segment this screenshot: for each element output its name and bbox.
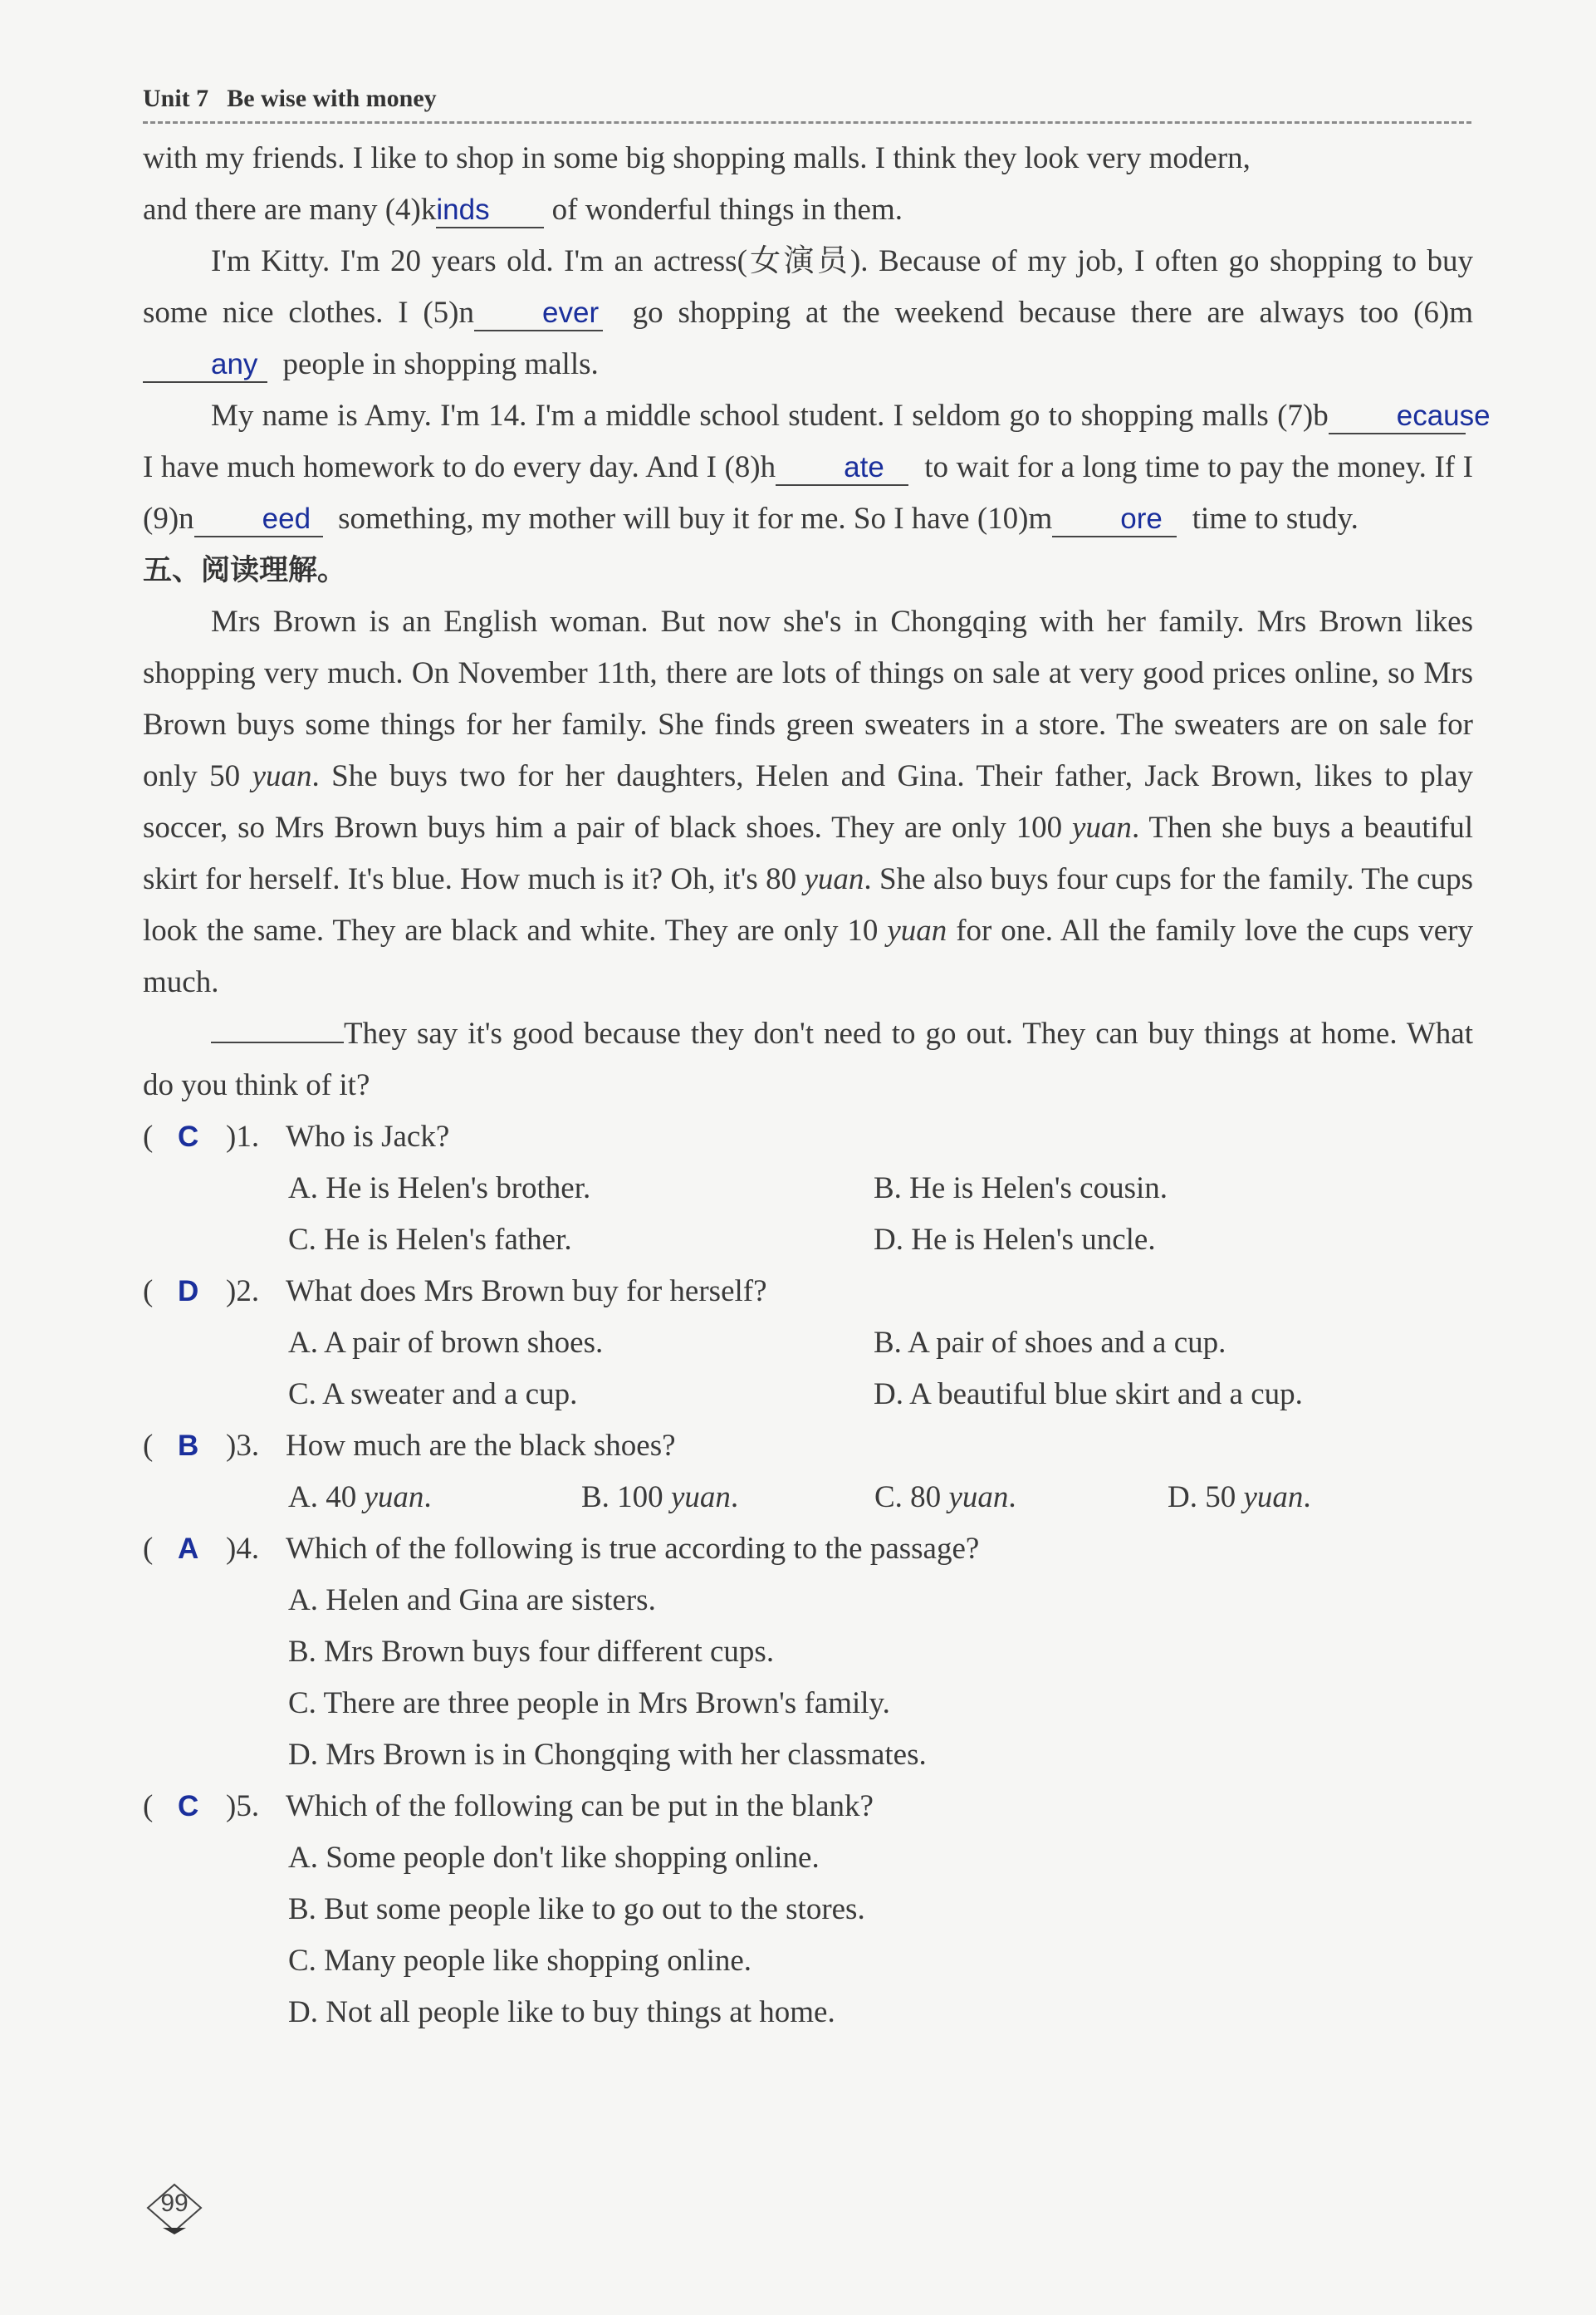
unit-title: Be wise with money <box>227 85 437 112</box>
question-answer: C <box>178 1121 199 1153</box>
page-number-badge <box>143 2181 206 2236</box>
options-3 <box>143 1472 1473 1523</box>
option: A. Helen and Gina are sisters. <box>288 1583 656 1617</box>
paren-open: ( <box>143 1532 154 1566</box>
passage-text: and there are many (4)k <box>143 193 437 227</box>
page-number: 99 <box>160 2190 188 2217</box>
option: C. 80 yuan. <box>874 1480 1016 1514</box>
yuan-word: yuan <box>1072 811 1132 845</box>
option: B. Mrs Brown buys four different cups. <box>288 1635 775 1669</box>
question-text: Who is Jack? <box>286 1120 450 1154</box>
passage-text: I have much homework to do every day. And I (8)h <box>143 450 776 484</box>
question-number: )3. <box>226 1429 260 1463</box>
passage-text: people in shopping malls. <box>282 347 599 381</box>
option: D. Not all people like to buy things at home. <box>288 1995 835 2029</box>
paren-open: ( <box>143 1789 154 1823</box>
answer-6: any <box>211 348 258 380</box>
answer-9: eed <box>262 503 311 535</box>
paren-open: ( <box>143 1120 154 1154</box>
passage-text: My name is Amy. I'm 14. I'm a middle school student. I seldom go to shopping malls (7)b <box>211 399 1329 433</box>
option: C. Many people like shopping online. <box>288 1944 752 1978</box>
reading-text: Mrs Brown is an English woman. But now she's in Chongqing with her family. Mrs Brown likes shopping very much. On November 11th, there are lots of things on sale at very good prices online, so Mrs Brown buys some things for her family. She finds green sweaters in a store. The sweaters are on sale for only 50 <box>143 605 1473 793</box>
question-text: Which of the following can be put in the blank? <box>286 1789 874 1823</box>
question-number: )2. <box>226 1274 260 1308</box>
question-4 <box>143 1523 1473 1575</box>
answer-8: ate <box>844 451 884 483</box>
options-2 <box>143 1317 1473 1420</box>
question-text: What does Mrs Brown buy for herself? <box>286 1274 767 1308</box>
answer-10: ore <box>1120 503 1163 535</box>
answer-5: ever <box>542 297 600 329</box>
options-4 <box>143 1575 1473 1781</box>
question-answer: C <box>178 1790 199 1822</box>
passage-text: something, my mother will buy it for me. So I have (10)m <box>338 502 1053 536</box>
page-content <box>143 133 1491 2038</box>
reading-paragraph-2 <box>143 1008 1473 1111</box>
option: A. Some people don't like shopping online. <box>288 1841 820 1875</box>
answer-blank-5 <box>474 297 603 331</box>
question-3 <box>143 1420 1473 1472</box>
answer-blank-7 <box>1329 400 1491 434</box>
reading-text: for one. All the family love the cups very much. <box>143 914 1474 999</box>
unit-label: Unit 7 <box>143 85 209 112</box>
reading-blank <box>211 1042 344 1043</box>
page-header <box>143 85 1471 124</box>
reading-text: . She also buys four cups for the family. The cups look the same. They are black and white. They are only 10 <box>143 862 1473 948</box>
answer-blank-6 <box>143 348 267 383</box>
reading-text: . She buys two for her daughters, Helen and Gina. Their father, Jack Brown, likes to play soccer, so Mrs Brown buys him a pair of black shoes. They are only 100 <box>143 759 1474 845</box>
question-number: )4. <box>226 1532 260 1566</box>
option: B. A pair of shoes and a cup. <box>874 1326 1226 1360</box>
passage-text: to wait for a long time to pay the money. If I (9)n <box>143 450 1473 536</box>
option: A. He is Helen's brother. <box>288 1171 591 1205</box>
paren-open: ( <box>143 1429 154 1463</box>
option: B. But some people like to go out to the stores. <box>288 1892 865 1926</box>
answer-blank-9 <box>194 503 323 537</box>
option: D. Mrs Brown is in Chongqing with her classmates. <box>288 1738 927 1772</box>
passage-line <box>143 184 1473 236</box>
option: C. There are three people in Mrs Brown's family. <box>288 1686 890 1720</box>
answer-blank-8 <box>776 451 908 486</box>
options-1 <box>143 1163 1473 1266</box>
passage-text: with my friends. I like to shop in some big shopping malls. I think they look very modern, <box>143 141 1251 175</box>
passage-text: of wonderful things in them. <box>551 193 903 227</box>
paren-open: ( <box>143 1274 154 1308</box>
question-5 <box>143 1781 1473 1832</box>
question-number: )1. <box>226 1120 260 1154</box>
answer-blank-10 <box>1052 503 1177 537</box>
reading-text: . Then she buys a beautiful skirt for herself. It's blue. How much is it? Oh, it's 80 <box>143 811 1473 896</box>
reading-paragraph-1 <box>143 596 1473 1008</box>
question-number: )5. <box>226 1789 260 1823</box>
option: D. A beautiful blue skirt and a cup. <box>874 1377 1303 1411</box>
question-text: Which of the following is true according to the passage? <box>286 1532 980 1566</box>
passage-text: time to study. <box>1192 502 1359 536</box>
option: A. A pair of brown shoes. <box>288 1326 604 1360</box>
question-answer: B <box>178 1430 199 1462</box>
reading-text: They say it's good because they don't need to go out. They can buy things at home. What do you think of it? <box>143 1017 1473 1102</box>
option: D. He is Helen's uncle. <box>874 1223 1156 1257</box>
question-1 <box>143 1111 1473 1163</box>
section-title: 五、阅读理解。 <box>143 554 347 587</box>
yuan-word: yuan <box>804 862 864 896</box>
passage-text: I'm Kitty. I'm 20 years old. I'm an actress(女演员). Because of my job, I often go shopping to buy some nice clothes. I (5)n <box>143 244 1473 330</box>
option: B. 100 yuan. <box>581 1480 739 1514</box>
yuan-word: yuan <box>252 759 312 793</box>
answer-4: inds <box>436 194 490 226</box>
kitty-paragraph <box>143 236 1473 390</box>
answer-blank-4 <box>436 194 544 228</box>
options-5 <box>143 1832 1473 2038</box>
passage-text: go shopping at the weekend because there are always too (6)m <box>632 296 1474 330</box>
question-2 <box>143 1266 1473 1317</box>
question-answer: D <box>178 1275 199 1307</box>
question-text: How much are the black shoes? <box>286 1429 676 1463</box>
amy-paragraph <box>143 390 1491 545</box>
option: D. 50 yuan. <box>1168 1480 1311 1514</box>
passage-line <box>143 133 1473 184</box>
yuan-word: yuan <box>887 914 947 948</box>
option: C. He is Helen's father. <box>288 1223 572 1257</box>
option: A. 40 yuan. <box>288 1480 432 1514</box>
option: C. A sweater and a cup. <box>288 1377 578 1411</box>
option: B. He is Helen's cousin. <box>874 1171 1168 1205</box>
question-answer: A <box>178 1533 199 1565</box>
answer-7: ecause <box>1396 400 1491 432</box>
